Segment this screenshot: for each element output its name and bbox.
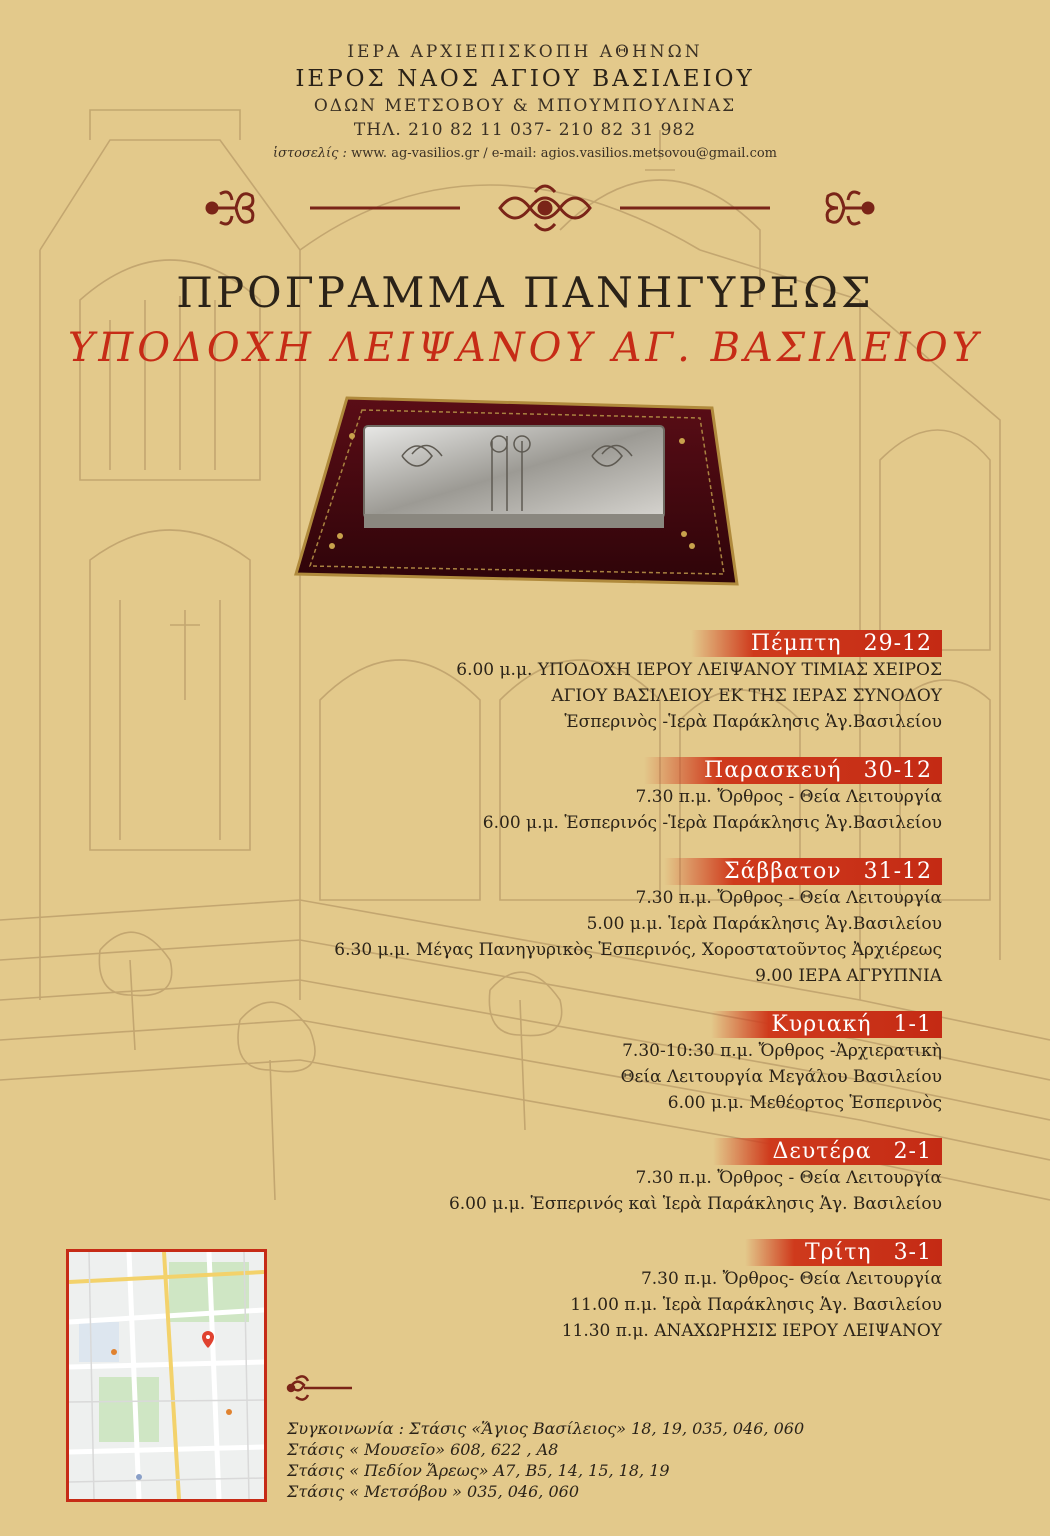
day-date: 29-12 (863, 631, 932, 656)
feast-schedule (282, 630, 942, 1366)
map-graphic (69, 1252, 264, 1499)
service-line: 6.30 μ.μ. Μέγας Πανηγυρικὸς Ἑσπερινός, Χοροστατοῦντος Ἀρχιέρεως (334, 940, 942, 960)
schedule-day (282, 757, 942, 836)
church-header (0, 42, 1050, 161)
service-line: 11.00 π.μ. Ἱερὰ Παράκλησις Ἁγ. Βασιλείου (570, 1295, 942, 1315)
day-name: Παρασκευή (704, 758, 842, 783)
transport-info (287, 1418, 804, 1502)
church-contact (0, 146, 1050, 161)
service-line: 7.30 π.μ. Ὄρθρος - Θεία Λειτουργία (635, 787, 942, 807)
website-label: ἱστοσελίς : (272, 146, 347, 161)
church-name: ΙΕΡΟΣ ΝΑΟΣ ΑΓΙΟΥ ΒΑΣΙΛΕΙΟΥ (295, 66, 755, 92)
transport-line-3: Στάσις « Πεδίον Ἄρεως» Α7, Β5, 14, 15, 18, 19 (287, 1461, 670, 1480)
service-line: 7.30 π.μ. Ὄρθρος- Θεία Λειτουργία (640, 1269, 942, 1289)
service-line: Ἑσπερινὸς -Ἱερὰ Παράκλησις Ἁγ.Βασιλείου (564, 712, 942, 732)
service-line: 6.00 μ.μ. Μεθέορτος Ἑσπερινὸς (667, 1093, 942, 1113)
day-date: 31-12 (863, 859, 932, 884)
church-address: ΟΔΩΝ ΜΕΤΣΟΒΟΥ & ΜΠΟΥΜΠΟΥΛΙΝΑΣ (313, 96, 737, 116)
day-name: Δευτέρα (772, 1139, 872, 1164)
schedule-day (282, 630, 942, 735)
schedule-day (282, 1138, 942, 1217)
day-date: 3-1 (893, 1240, 932, 1265)
schedule-day (282, 1011, 942, 1116)
transport-line-2: Στάσις « Μουσεῖο» 608, 622 , Α8 (287, 1440, 559, 1459)
location-map[interactable] (66, 1249, 267, 1502)
service-line: 7.30 π.μ. Ὄρθρος - Θεία Λειτουργία (635, 888, 942, 908)
day-name: Τρίτη (804, 1240, 872, 1265)
day-header (745, 1239, 942, 1266)
service-line: 7.30-10:30 π.μ. Ὄρθρος -Ἀρχιερατικὴ (622, 1041, 942, 1061)
relic-reliquary-image (292, 396, 742, 596)
website-and-email[interactable]: www. ag-vasilios.gr / e-mail: agios.vasilios.metsovou@gmail.com (351, 146, 778, 161)
day-header (691, 630, 942, 657)
transport-line-4: Στάσις « Μετσόβου » 035, 046, 060 (287, 1482, 579, 1501)
day-date: 2-1 (893, 1139, 932, 1164)
archdiocese-name: ΙΕΡΑ ΑΡΧΙΕΠΙΣΚΟΠΗ ΑΘΗΝΩΝ (347, 42, 703, 62)
service-line: 11.30 π.μ. ΑΝΑΧΩΡΗΣΙΣ ΙΕΡΟΥ ΛΕΙΨΑΝΟΥ (561, 1321, 942, 1341)
service-line: Θεία Λειτουργία Μεγάλου Βασιλείου (620, 1067, 942, 1087)
day-header (711, 1011, 942, 1038)
church-phone: ΤΗΛ. 210 82 11 037- 210 82 31 982 (353, 120, 697, 140)
day-name: Κυριακή (771, 1012, 872, 1037)
service-line: 5.00 μ.μ. Ἱερὰ Παράκλησις Ἁγ.Βασιλείου (586, 914, 942, 934)
day-date: 30-12 (863, 758, 932, 783)
footer-ornament (286, 1373, 356, 1403)
day-name: Σάββατον (724, 859, 842, 884)
day-date: 1-1 (893, 1012, 932, 1037)
service-line: 9.00 ΙΕΡΑ ΑΓΡΥΠΝΙΑ (755, 966, 942, 986)
schedule-day (282, 858, 942, 989)
day-name: Πέμπτη (750, 631, 842, 656)
ornament-divider (190, 178, 890, 238)
day-header (713, 1138, 942, 1165)
service-line: 6.00 μ.μ. Ἑσπερινός -Ἱερὰ Παράκλησις Ἁγ.Βασιλείου (482, 813, 942, 833)
day-header (644, 757, 942, 784)
program-title: ΠΡΟΓΡΑΜΜΑ ΠΑΝΗΓΥΡΕΩΣ (176, 268, 874, 317)
service-line: ΑΓΙΟΥ ΒΑΣΙΛΕΙΟΥ ΕΚ ΤΗΣ ΙΕΡΑΣ ΣΥΝΟΔΟΥ (551, 686, 942, 706)
relic-reception-title: ΥΠΟΔΟΧΗ ΛΕΙΨΑΝΟΥ ΑΓ. ΒΑΣΙΛΕΙΟΥ (67, 325, 983, 371)
service-line: 7.30 π.μ. Ὄρθρος - Θεία Λειτουργία (635, 1168, 942, 1188)
service-line: 6.00 μ.μ. ΥΠΟΔΟΧΗ ΙΕΡΟΥ ΛΕΙΨΑΝΟΥ ΤΙΜΙΑΣ ΧΕΙΡΟΣ (456, 660, 942, 680)
day-header (664, 858, 942, 885)
schedule-day (282, 1239, 942, 1344)
service-line: 6.00 μ.μ. Ἑσπερινός καὶ Ἱερὰ Παράκλησις Ἁγ. Βασιλείου (448, 1194, 942, 1214)
transport-line-1: Συγκοινωνία : Στάσις «Ἅγιος Βασίλειος» 18, 19, 035, 046, 060 (287, 1419, 805, 1438)
